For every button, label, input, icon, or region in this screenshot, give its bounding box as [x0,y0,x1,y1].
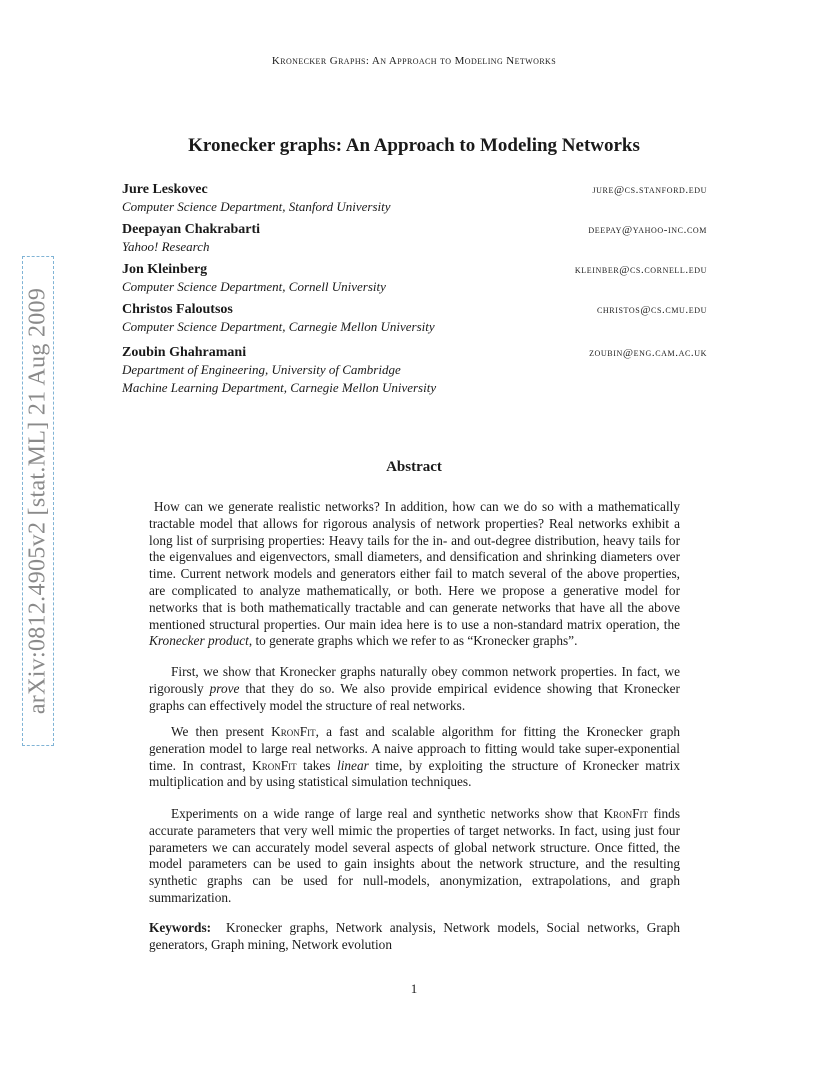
author-block [122,262,707,296]
author-name: Zoubin Ghahramani [122,345,247,360]
author-name: Deepayan Chakrabarti [122,222,261,237]
author-affiliation: Computer Science Department, Stanford University [122,199,391,214]
author-affiliation: Computer Science Department, Carnegie Mellon University [122,319,435,334]
author-block [122,345,707,397]
author-email[interactable]: deepay@yahoo-inc.com [588,224,707,236]
paper-title: Kronecker graphs: An Approach to Modeling Networks [188,135,640,156]
author-block [122,182,707,216]
author-name: Christos Faloutsos [122,302,233,317]
author-affiliation: Department of Engineering, University of Cambridge [122,362,401,377]
abstract-paragraph: We then present KronFit, a fast and scalable algorithm for fitting the Kronecker graph generation model to large real networks. A naive approach to fitting would take super-exponential time. In contrast, KronFit takes linear time, by exploiting the structure of Kronecker matrix multiplication and by using statistical simulation techniques. [149,724,680,790]
running-head: Kronecker Graphs: An Approach to Modeling Networks [271,55,557,67]
abstract-paragraph: First, we show that Kronecker graphs naturally obey common network properties. In fact, we rigorously prove that they do so. We also provide empirical evidence showing that Kronecker graphs can effectively model the structure of real networks. [149,664,680,713]
author-email[interactable]: kleinber@cs.cornell.edu [574,264,707,276]
keywords-label: Keywords: [149,920,212,935]
author-email[interactable]: zoubin@eng.cam.ac.uk [589,347,707,359]
author-name: Jon Kleinberg [122,262,208,277]
keywords [149,920,680,954]
author-block [122,302,707,336]
author-affiliation: Yahoo! Research [122,239,210,254]
arxiv-stamp[interactable] [22,256,54,746]
abstract-heading: Abstract [386,459,442,475]
author-affiliation: Machine Learning Department, Carnegie Mellon University [122,380,437,395]
abstract-paragraph: How can we generate realistic networks? In addition, how can we do so with a mathematically tractable model that allows for rigorous analysis of network properties? Real networks exhibit a long list of surprising properties: Heavy tails for the in- and out-degree distribution, heavy tails for the eigenvalues and eigenvectors, small diameters, and densification and shrinking diameters over time. Current network models and generators either fail to match several of the above properties, are complicated to analyze mathematically, or both. Here we propose a generative model for networks that is both mathematically tractable and can generate networks that have all the above mentioned structural properties. Our main idea here is to use a non-standard matrix operation, the Kronecker product, to generate graphs which we refer to as “Kronecker graphs”. [149,499,680,649]
author-block [122,222,707,256]
abstract-paragraph: Experiments on a wide range of large real and synthetic networks show that KronFit finds accurate parameters that very well mimic the properties of target networks. In fact, using just four parameters we can accurately model several aspects of global network structure. Once fitted, the model parameters can be used to gain insights about the network structure, and the resulting synthetic graphs can be used for null-models, anonymization, extrapolations, and graph summarization. [149,806,681,905]
arxiv-stamp-text: arXiv:0812.4905v2 [stat.ML] 21 Aug 2009 [24,287,51,715]
author-email[interactable]: christos@cs.cmu.edu [596,304,707,316]
author-name: Jure Leskovec [122,182,208,197]
page-number: 1 [410,981,418,996]
author-email[interactable]: jure@cs.stanford.edu [592,184,707,196]
keywords-list: Kronecker graphs, Network analysis, Network models, Social networks, Graph generators, Graph mining, Network evolution [149,920,680,952]
author-affiliation: Computer Science Department, Cornell University [122,279,386,294]
